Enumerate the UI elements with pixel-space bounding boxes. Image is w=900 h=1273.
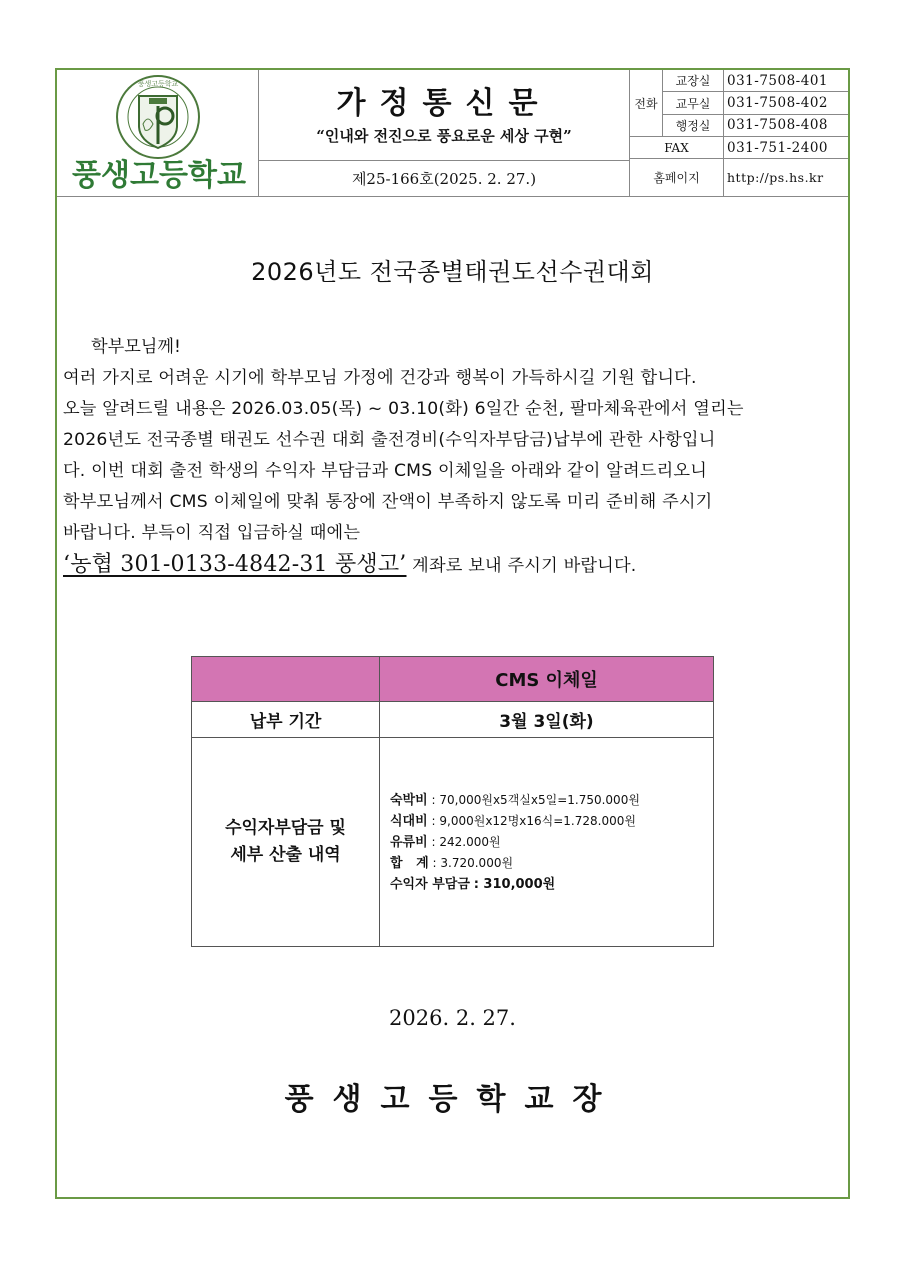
phone-dept: 교무실 (663, 92, 724, 114)
school-emblem-icon (115, 74, 201, 160)
table-row (192, 702, 714, 738)
contact-info (630, 70, 848, 196)
svg-text:풍생고등학교: 풍생고등학교 (137, 80, 179, 88)
phone-number: 031-7508-402 (724, 92, 849, 114)
breakdown-item: 합 계 : 3.720.000원 (390, 855, 514, 871)
paragraph-line: 다. 이번 대회 출전 학생의 수익자 부담금과 CMS 이체일을 아래와 같이 알려드리오니 (63, 461, 708, 481)
phone-number: 031-7508-408 (724, 114, 849, 136)
detail-label (192, 738, 380, 947)
table-row (192, 738, 714, 947)
principal-signature: 풍생고등학교장 (284, 1082, 621, 1117)
homepage-link[interactable]: http://ps.hs.kr (724, 159, 849, 196)
account-line (63, 549, 843, 582)
phone-number: 031-7508-401 (724, 70, 849, 92)
payment-period-value: 3월 3일(화) (380, 702, 714, 738)
paragraph-line: 학부모님께서 CMS 이체일에 맞춰 통장에 잔액이 부족하지 않도록 미리 준비해 주시기 (63, 492, 713, 512)
header-cell-cms: CMS 이체일 (380, 657, 714, 702)
header-cell-empty (192, 657, 380, 702)
bank-account: ‘농협 301-0133-4842-31 풍생고’ (63, 552, 407, 577)
greeting: 학부모님께! (91, 337, 181, 357)
breakdown-item: 식대비 : 9,000원x12명x16식=1.728.000원 (390, 813, 636, 829)
breakdown-item: 유류비 : 242.000원 (390, 834, 501, 850)
school-motto: “인내와 전진으로 풍요로운 세상 구현” (316, 127, 572, 145)
cost-breakdown (380, 738, 714, 947)
detail-label-line: 세부 산출 내역 (230, 845, 341, 865)
homepage-label: 홈페이지 (630, 159, 724, 196)
notice-body (63, 332, 843, 582)
fax-number: 031-751-2400 (724, 137, 849, 159)
breakdown-item: 숙박비 : 70,000원x5객실x5일=1.750.000원 (390, 792, 640, 808)
paragraph-line: 오늘 알려드릴 내용은 2026.03.05(목) ~ 03.10(화) 6일간 순천, 팔마체육관에서 열리는 (63, 399, 744, 419)
title-block (259, 70, 629, 161)
detail-label-line: 수익자부담금 및 (225, 818, 346, 838)
contact-table (630, 70, 848, 196)
paragraph-line: 여러 가지로 어려운 시기에 학부모님 가정에 건강과 행복이 가득하시길 기원 합니다. (63, 368, 697, 388)
payment-period-label: 납부 기간 (192, 702, 380, 738)
table-header-row (192, 657, 714, 702)
account-instruction: 계좌로 보내 주시기 바랍니다. (406, 556, 637, 576)
paragraph-line: 2026년도 전국종별 태권도 선수권 대회 출전경비(수익자부담금)납부에 관한 사항입니 (63, 430, 716, 450)
document-frame (55, 68, 850, 1199)
notice-title: 2026년도 전국종별태권도선수권대회 (251, 258, 654, 286)
paragraph-line: 바랍니다. 부득이 직접 입금하실 때에는 (63, 523, 361, 543)
phone-dept: 교장실 (663, 70, 724, 92)
phone-label: 전화 (630, 70, 663, 137)
document-title: 가정통신문 (336, 86, 552, 121)
issue-date: 2026. 2. 27. (389, 1006, 516, 1030)
fax-label: FAX (630, 137, 724, 159)
letterhead (57, 70, 848, 197)
breakdown-total: 수익자 부담금 : 310,000원 (390, 876, 556, 892)
phone-dept: 행정실 (663, 114, 724, 136)
issue-number: 제25-166호(2025. 2. 27.) (351, 170, 537, 188)
school-name: 풍생고등학교 (72, 158, 246, 193)
title-cell (259, 70, 630, 196)
logo-cell (57, 70, 259, 196)
payment-table (191, 656, 714, 947)
